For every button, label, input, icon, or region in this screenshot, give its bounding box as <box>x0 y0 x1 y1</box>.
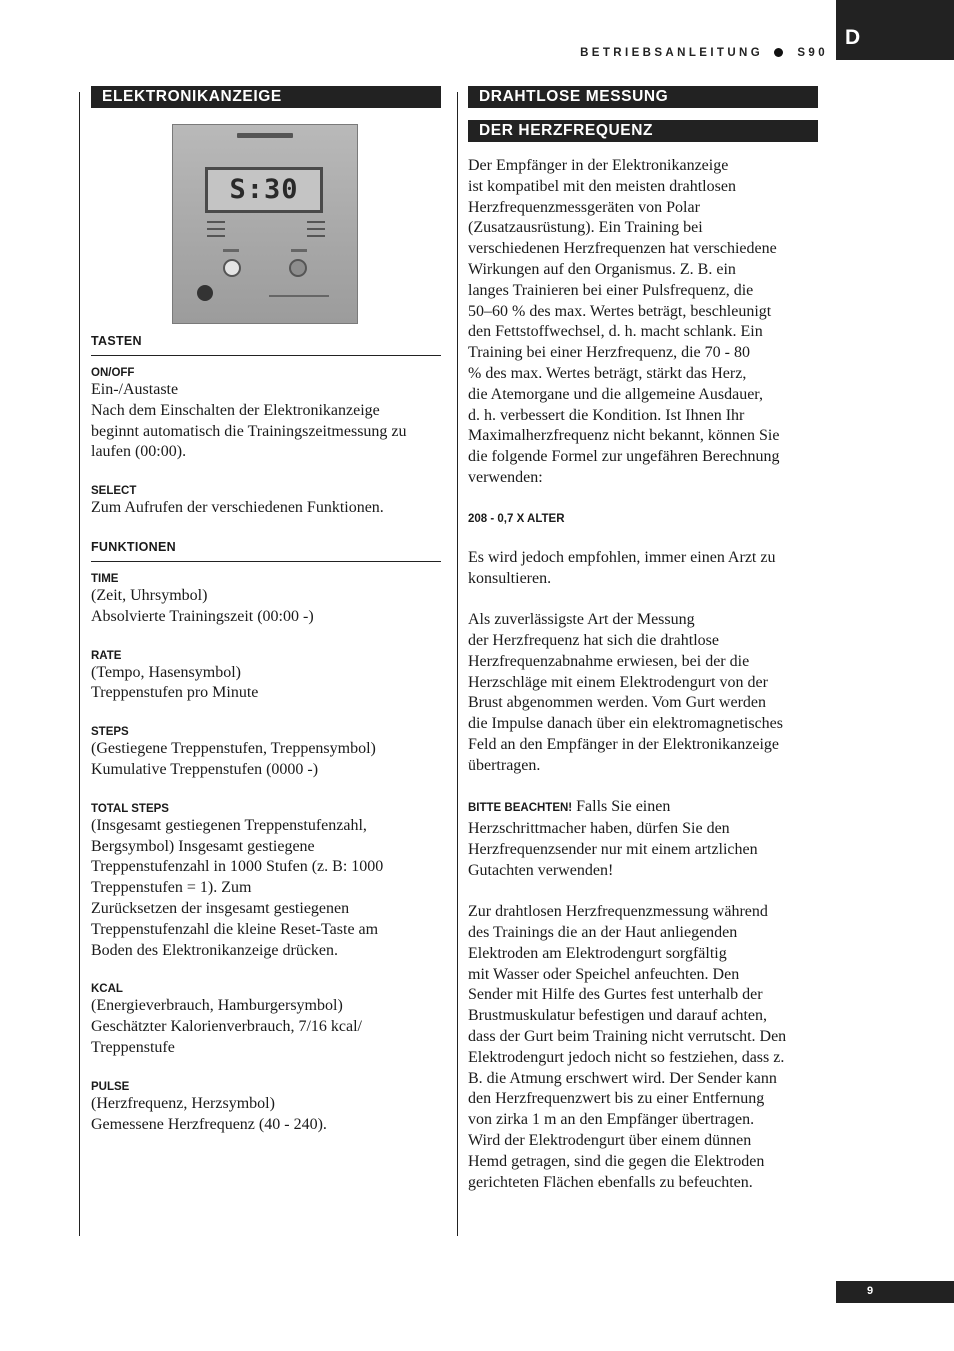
text-line <box>468 797 820 819</box>
text-line: Es wird jedoch empfohlen, immer einen Arzt zu <box>468 548 776 566</box>
text-line: dass der Gurt beim Training nicht verrutscht. Den <box>468 1028 787 1046</box>
section-heading-der-herzfrequenz: DER HERZFREQUENZ <box>468 120 818 142</box>
funktionen-heading: FUNKTIONEN <box>91 540 441 562</box>
pacemaker-note <box>468 797 820 881</box>
text-line: 50–60 % des max. Wertes beträgt, beschleunigt <box>468 302 772 320</box>
text-line: die Impulse danach über ein elektromagnetisches <box>468 715 783 733</box>
rate-text <box>91 663 441 705</box>
brand-logo-icon <box>197 285 213 301</box>
text-line: Zurücksetzen der insgesamt gestiegenen <box>91 899 350 917</box>
text-line: (Tempo, Hasensymbol) <box>91 663 241 681</box>
text-line: übertragen. <box>468 756 541 774</box>
text-line: Herzfrequenzabnahme erwiesen, bei der die <box>468 652 750 670</box>
intro-paragraph <box>468 156 820 489</box>
text-line: Wirkungen auf den Organismus. Z. B. ein <box>468 260 736 278</box>
text-line: d. h. verbessert die Kondition. Ist Ihnen Ihr <box>468 406 745 424</box>
onoff-button[interactable] <box>223 259 241 277</box>
rate-label: RATE <box>91 649 122 662</box>
text-line: Der Empfänger in der Elektronikanzeige <box>468 157 729 174</box>
page-number: 9 <box>836 1281 954 1303</box>
text-line: (Insgesamt gestiegenen Treppenstufenzahl, <box>91 816 367 834</box>
max-heart-rate-formula: 208 - 0,7 X ALTER <box>468 512 565 525</box>
text-line: verschiedenen Herzfrequenzen hat verschiedene <box>468 240 777 258</box>
text-line: Geschätzter Kalorienverbrauch, 7/16 kcal/ <box>91 1018 362 1036</box>
onoff-text <box>91 380 441 463</box>
text-line: B. die Atmung erschwert wird. Der Sender kann <box>468 1069 777 1087</box>
text-line: verwenden: <box>468 468 543 486</box>
text-line: Herzfrequenzmessgeräten von Polar <box>468 198 700 216</box>
measurement-paragraph <box>468 610 820 776</box>
text-line: die folgende Formel zur ungefähren Berechnung <box>468 448 780 466</box>
time-text <box>91 586 441 628</box>
text-line: Training bei einer Herzfrequenz, die 70 - 80 <box>468 344 750 362</box>
tasten-heading: TASTEN <box>91 334 441 356</box>
display-legend-mark <box>307 221 325 223</box>
console-display: S:30 <box>205 167 323 213</box>
section-heading-drahtlose-messung: DRAHTLOSE MESSUNG <box>468 86 818 108</box>
text-line: den Herzfrequenzwert bis zu einer Entfernung <box>468 1090 765 1108</box>
display-legend-mark <box>307 228 325 230</box>
time-label: TIME <box>91 572 119 585</box>
console-brand-mark <box>237 133 293 138</box>
text-line: (Gestiegene Treppenstufen, Treppensymbol) <box>91 740 376 758</box>
note-label: BITTE BEACHTEN! <box>468 802 573 815</box>
running-header <box>580 47 828 59</box>
button-caption-mark <box>223 249 239 252</box>
text-line: des Trainings die an der Haut anliegenden <box>468 924 738 942</box>
text-line: der Herzfrequenz hat sich die drahtlose <box>468 631 719 649</box>
text-line: Herzschrittmacher haben, dürfen Sie den <box>468 820 730 838</box>
text-line: % des max. Wertes beträgt, stärkt das Herz, <box>468 364 747 382</box>
text-line: Gemessene Herzfrequenz (40 - 240). <box>91 1115 327 1133</box>
text-line: Gutachten verwenden! <box>468 861 614 879</box>
text-line: beginnt automatisch die Trainingszeitmessung zu <box>91 422 407 440</box>
console-model-mark <box>269 295 329 297</box>
text-line: Brustmuskulatur befestigen und darauf achten, <box>468 1007 768 1025</box>
text-line: von zirka 1 m an den Empfänger übertragen. <box>468 1111 755 1129</box>
text-line: (Zeit, Uhrsymbol) <box>91 586 208 604</box>
onoff-label: ON/OFF <box>91 367 135 379</box>
text-line: gerichteten Flächen ebenfalls zu befeuchten. <box>468 1173 753 1191</box>
display-legend-mark <box>207 235 225 237</box>
total-steps-label: TOTAL STEPS <box>91 802 169 815</box>
text-line: laufen (00:00). <box>91 443 187 461</box>
right-text-column <box>468 156 820 1193</box>
text-line: Treppenstufe <box>91 1038 175 1056</box>
steps-text <box>91 739 441 781</box>
language-tab: D <box>836 0 954 60</box>
left-column-rule <box>79 92 80 1236</box>
text-line: ist kompatibel mit den meisten drahtlosen <box>468 177 736 195</box>
text-line: die Atemorgane und die allgemeine Ausdauer, <box>468 385 763 403</box>
text-line: langes Trainieren bei einer Pulsfrequenz, die <box>468 281 754 299</box>
select-button[interactable] <box>289 259 307 277</box>
text-line: Bergsymbol) Insgesamt gestiegene <box>91 837 315 855</box>
text-line: Maximalherzfrequenz nicht bekannt, können Sie <box>468 427 780 445</box>
text-line: Boden des Elektronikanzeige drücken. <box>91 941 339 959</box>
text-line: Zum Aufrufen der verschiedenen Funktionen. <box>91 499 384 517</box>
text-line: Elektroden am Elektrodengurt sorgfältig <box>468 944 727 962</box>
text-line: mit Wasser oder Speichel anfeuchten. Den <box>468 965 740 983</box>
text-line: Elektrodengurt jedoch nicht so festziehen, dass z. <box>468 1048 785 1066</box>
model-name: S90 <box>797 47 828 59</box>
text-line: Zur drahtlosen Herzfrequenzmessung während <box>468 903 768 921</box>
text-line: Hemd getragen, sind die gegen die Elektroden <box>468 1152 765 1170</box>
text-line: Kumulative Treppenstufen (0000 -) <box>91 760 319 778</box>
pulse-text <box>91 1094 441 1136</box>
display-legend-mark <box>207 221 225 223</box>
doc-title: BETRIEBSANLEITUNG <box>580 47 764 59</box>
kcal-text <box>91 996 441 1058</box>
button-caption-mark <box>291 249 307 252</box>
select-text <box>91 498 441 519</box>
kcal-label: KCAL <box>91 983 123 996</box>
text-line: Ein-/Austaste <box>91 381 179 398</box>
text-line: Wird der Elektrodengurt über einem dünnen <box>468 1132 752 1150</box>
text-line: (Zusatzausrüstung). Ein Training bei <box>468 219 703 237</box>
text-line: konsultieren. <box>468 569 552 587</box>
display-legend-mark <box>307 235 325 237</box>
display-legend-mark <box>207 228 225 230</box>
text-line: (Energieverbrauch, Hamburgersymbol) <box>91 997 343 1015</box>
text-line: Treppenstufenzahl in 1000 Stufen (z. B: 1000 <box>91 858 384 876</box>
text-line: Als zuverlässigste Art der Messung <box>468 611 695 629</box>
text-line: Feld an den Empfänger in der Elektronikanzeige <box>468 735 779 753</box>
middle-column-rule <box>457 92 458 1236</box>
text-line: Herzschläge mit einem Elektrodengurt von der <box>468 673 768 691</box>
text-line: Brust abgenommen werden. Vom Gurt werden <box>468 694 767 712</box>
bullet-dot-icon <box>774 48 783 57</box>
text-line: den Fettstoffwechsel, d. h. macht schlank. Ein <box>468 323 763 341</box>
text-line: Treppenstufen pro Minute <box>91 684 259 702</box>
console-photo <box>172 124 358 324</box>
text-line: Treppenstufenzahl die kleine Reset-Taste am <box>91 920 379 938</box>
left-text-column <box>91 334 441 1135</box>
text-line: (Herzfrequenz, Herzsymbol) <box>91 1094 275 1112</box>
section-heading-elektronikanzeige: ELEKTRONIKANZEIGE <box>91 86 441 108</box>
electrode-paragraph <box>468 902 820 1193</box>
text-line: Absolvierte Trainingszeit (00:00 -) <box>91 607 314 625</box>
steps-label: STEPS <box>91 726 129 739</box>
select-label: SELECT <box>91 485 137 498</box>
pulse-label: PULSE <box>91 1080 130 1093</box>
text-line: Nach dem Einschalten der Elektronikanzeige <box>91 401 380 419</box>
total-steps-text <box>91 816 441 962</box>
note-first-words: Falls Sie einen <box>576 798 671 816</box>
text-line: Sender mit Hilfe des Gurtes fest unterhalb der <box>468 986 763 1004</box>
text-line: Herzfrequenzsender nur mit einem artzlichen <box>468 840 758 858</box>
doctor-advice-paragraph <box>468 548 820 590</box>
text-line: Treppenstufen = 1). Zum <box>91 879 252 897</box>
